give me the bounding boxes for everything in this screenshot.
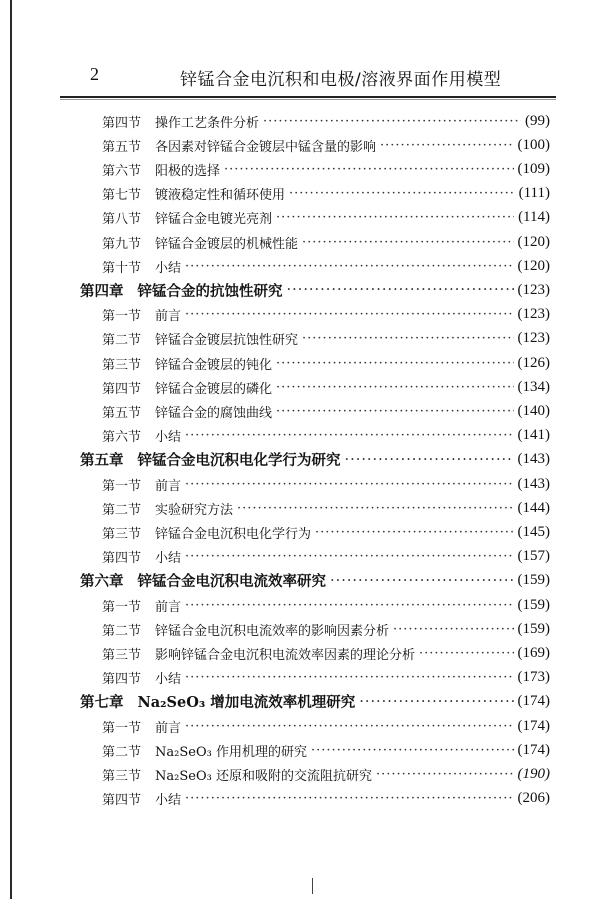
toc-page-number: (174) bbox=[517, 693, 550, 710]
toc-entry-label: 第五节 bbox=[102, 405, 142, 421]
toc-entry-label: 第三节 bbox=[102, 526, 142, 542]
toc-entry-title: 小结 bbox=[155, 672, 182, 688]
toc-page-number: (206) bbox=[517, 790, 550, 807]
toc-page-number: (114) bbox=[518, 209, 550, 226]
toc-entry-label: 第二节 bbox=[102, 623, 142, 639]
toc-section-row bbox=[102, 788, 550, 810]
toc-entry-title: 小结 bbox=[155, 551, 182, 567]
toc-entry-title: 锌锰合金电镀光亮剂 bbox=[155, 212, 273, 228]
binding-edge-rule bbox=[10, 0, 12, 899]
toc-entry-label: 第二节 bbox=[102, 744, 142, 760]
toc-entry-title: 阳极的选择 bbox=[155, 163, 221, 179]
toc-section-row bbox=[102, 255, 550, 277]
toc-entry-label: 第七节 bbox=[102, 188, 142, 204]
toc-entry-label: 第五节 bbox=[102, 139, 142, 155]
toc-entry-title: 锌锰合金的腐蚀曲线 bbox=[155, 405, 273, 421]
toc-entry-label: 第四节 bbox=[102, 381, 142, 397]
toc-entry-label: 第四节 bbox=[102, 551, 142, 567]
toc-leader-dots bbox=[224, 162, 513, 177]
toc-entry-title: 实验研究方法 bbox=[155, 502, 234, 518]
gutter-mark bbox=[312, 878, 313, 894]
toc-section-row bbox=[102, 473, 550, 495]
toc-section-row bbox=[102, 715, 550, 737]
toc-leader-dots bbox=[302, 331, 513, 346]
toc-entry-label: 第八节 bbox=[102, 212, 142, 228]
toc-entry-label: 第三节 bbox=[102, 768, 142, 784]
toc-entry-label: 第三节 bbox=[102, 647, 142, 663]
toc-entry-title: 前言 bbox=[155, 599, 182, 615]
toc-page-number: (143) bbox=[517, 475, 550, 492]
toc-section-row bbox=[102, 207, 550, 229]
toc-entry-title: 前言 bbox=[155, 309, 182, 325]
toc-entry-title: 小结 bbox=[155, 430, 182, 446]
toc-entry-title: 镀液稳定性和循环使用 bbox=[155, 188, 286, 204]
toc-leader-dots bbox=[330, 573, 514, 589]
toc-section-row bbox=[102, 352, 550, 374]
toc-page-number: (159) bbox=[517, 572, 550, 589]
toc-section-row bbox=[102, 667, 550, 689]
toc-chapter-row bbox=[80, 570, 550, 592]
toc-leader-dots bbox=[311, 743, 514, 758]
toc-entry-label: 第四节 bbox=[102, 115, 142, 131]
toc-section-row bbox=[102, 763, 550, 785]
toc-page-number: (174) bbox=[517, 741, 550, 758]
toc-page-number: (190) bbox=[517, 765, 550, 782]
page-header bbox=[60, 58, 560, 94]
toc-page-number: (140) bbox=[517, 402, 550, 419]
toc-page-number: (109) bbox=[517, 160, 550, 177]
toc-page-number: (123) bbox=[517, 281, 550, 298]
toc-entry-label: 第六章 bbox=[80, 573, 124, 591]
toc-page-number: (174) bbox=[517, 717, 550, 734]
toc-page-number: (120) bbox=[517, 257, 550, 274]
toc-section-row bbox=[102, 739, 550, 761]
toc-entry-label: 第四章 bbox=[80, 282, 124, 300]
toc-entry-title: 锌锰合金镀层的机械性能 bbox=[155, 236, 299, 252]
toc-entry-title: 前言 bbox=[155, 478, 182, 494]
toc-section-row bbox=[102, 400, 550, 422]
toc-leader-dots bbox=[263, 114, 521, 129]
toc-entry-label: 第一节 bbox=[102, 720, 142, 736]
toc-entry-label: 第六节 bbox=[102, 430, 142, 446]
toc-section-row bbox=[102, 231, 550, 253]
toc-section-row bbox=[102, 642, 550, 664]
toc-section-row bbox=[102, 304, 550, 326]
toc-page-number: (145) bbox=[517, 523, 550, 540]
toc-entry-title: 小结 bbox=[155, 260, 182, 276]
toc-section-row bbox=[102, 521, 550, 543]
toc-page-number: (126) bbox=[517, 354, 550, 371]
toc-chapter-row bbox=[80, 691, 550, 713]
toc-page-number: (143) bbox=[517, 451, 550, 468]
toc-leader-dots bbox=[376, 767, 514, 782]
toc-leader-dots bbox=[359, 694, 513, 710]
toc-page-number: (169) bbox=[517, 644, 550, 661]
toc-page-number: (134) bbox=[517, 378, 550, 395]
toc-page-number: (141) bbox=[517, 427, 550, 444]
toc-leader-dots bbox=[185, 549, 513, 564]
toc-page-number: (144) bbox=[517, 499, 550, 516]
toc-leader-dots bbox=[302, 235, 513, 250]
toc-section-row bbox=[102, 376, 550, 398]
toc-leader-dots bbox=[185, 791, 513, 806]
toc-entry-title: Na₂SeO₃ 还原和吸附的交流阻抗研究 bbox=[155, 768, 372, 784]
toc-leader-dots bbox=[276, 356, 513, 371]
toc-leader-dots bbox=[185, 259, 513, 274]
toc-leader-dots bbox=[185, 598, 513, 613]
toc-entry-title: 前言 bbox=[155, 720, 182, 736]
toc-leader-dots bbox=[345, 452, 514, 468]
toc-entry-label: 第十节 bbox=[102, 260, 142, 276]
toc-entry-label: 第一节 bbox=[102, 478, 142, 494]
toc-entry-label: 第四节 bbox=[102, 793, 142, 809]
toc-entry-title: 影响锌锰合金电沉积电流效率因素的理论分析 bbox=[155, 647, 416, 663]
page-number: 2 bbox=[90, 64, 99, 84]
toc-section-row bbox=[102, 497, 550, 519]
toc-leader-dots bbox=[276, 380, 513, 395]
toc-entry-title: 锌锰合金镀层抗蚀性研究 bbox=[155, 333, 299, 349]
toc-leader-dots bbox=[185, 670, 513, 685]
toc-section-row bbox=[102, 618, 550, 640]
toc-section-row bbox=[102, 110, 550, 132]
toc-entry-title: 锌锰合金的抗蚀性研究 bbox=[137, 282, 283, 300]
toc-entry-label: 第四节 bbox=[102, 672, 142, 688]
toc-entry-title: 锌锰合金镀层的钝化 bbox=[155, 357, 273, 373]
toc-chapter-row bbox=[80, 279, 550, 301]
toc-page-number: (123) bbox=[517, 330, 550, 347]
toc-section-row bbox=[102, 425, 550, 447]
toc-leader-dots bbox=[185, 477, 513, 492]
toc-leader-dots bbox=[289, 186, 515, 201]
toc-section-row bbox=[102, 594, 550, 616]
toc-leader-dots bbox=[237, 501, 513, 516]
toc-entry-title: 锌锰合金电沉积电化学行为 bbox=[155, 526, 312, 542]
running-title: 锌锰合金电沉积和电极/溶液界面作用模型 bbox=[180, 70, 502, 90]
toc-entry-title: 锌锰合金电沉积电流效率的影响因素分析 bbox=[155, 623, 390, 639]
toc-leader-dots bbox=[393, 622, 513, 637]
toc-chapter-row bbox=[80, 449, 550, 471]
toc-page-number: (123) bbox=[517, 306, 550, 323]
toc-entry-label: 第六节 bbox=[102, 163, 142, 179]
toc-entry-title: 锌锰合金镀层的磷化 bbox=[155, 381, 273, 397]
toc-page-number: (159) bbox=[517, 596, 550, 613]
toc-entry-title: 操作工艺条件分析 bbox=[155, 115, 260, 131]
toc-section-row bbox=[102, 134, 550, 156]
toc-page-number: (100) bbox=[517, 136, 550, 153]
toc-leader-dots bbox=[380, 138, 513, 153]
toc-entry-label: 第一节 bbox=[102, 309, 142, 325]
toc-leader-dots bbox=[315, 525, 513, 540]
toc-page-number: (159) bbox=[517, 620, 550, 637]
toc-entry-label: 第七章 bbox=[80, 694, 124, 712]
toc-leader-dots bbox=[185, 428, 513, 443]
toc-page-number: (157) bbox=[517, 548, 550, 565]
header-rule-thin bbox=[60, 99, 556, 100]
toc-leader-dots bbox=[185, 307, 513, 322]
toc-entry-label: 第二节 bbox=[102, 333, 142, 349]
toc-entry-label: 第二节 bbox=[102, 502, 142, 518]
toc-entry-title: Na₂SeO₃ 增加电流效率机理研究 bbox=[137, 694, 356, 712]
toc-page-number: (173) bbox=[517, 669, 550, 686]
toc-entry-title: 锌锰合金电沉积电化学行为研究 bbox=[137, 452, 341, 470]
toc-entry-title: 锌锰合金电沉积电流效率研究 bbox=[137, 573, 326, 591]
toc-entry-title: Na₂SeO₃ 作用机理的研究 bbox=[155, 744, 307, 760]
toc-entry-label: 第一节 bbox=[102, 599, 142, 615]
toc-section-row bbox=[102, 183, 550, 205]
toc-page-number: (111) bbox=[518, 185, 550, 202]
toc-entry-label: 第三节 bbox=[102, 357, 142, 373]
toc-page-number: (120) bbox=[517, 233, 550, 250]
toc-entry-label: 第九节 bbox=[102, 236, 142, 252]
toc-section-row bbox=[102, 158, 550, 180]
toc-leader-dots bbox=[185, 719, 513, 734]
toc-entry-title: 各因素对锌锰合金镀层中锰含量的影响 bbox=[155, 139, 377, 155]
header-rule bbox=[60, 96, 556, 98]
toc-entry-title: 小结 bbox=[155, 793, 182, 809]
toc-leader-dots bbox=[287, 282, 514, 298]
toc-leader-dots bbox=[276, 210, 514, 225]
toc-page-number: (99) bbox=[525, 112, 550, 129]
toc-section-row bbox=[102, 546, 550, 568]
toc-leader-dots bbox=[276, 404, 513, 419]
toc-section-row bbox=[102, 328, 550, 350]
toc-entry-label: 第五章 bbox=[80, 452, 124, 470]
toc-leader-dots bbox=[419, 646, 513, 661]
